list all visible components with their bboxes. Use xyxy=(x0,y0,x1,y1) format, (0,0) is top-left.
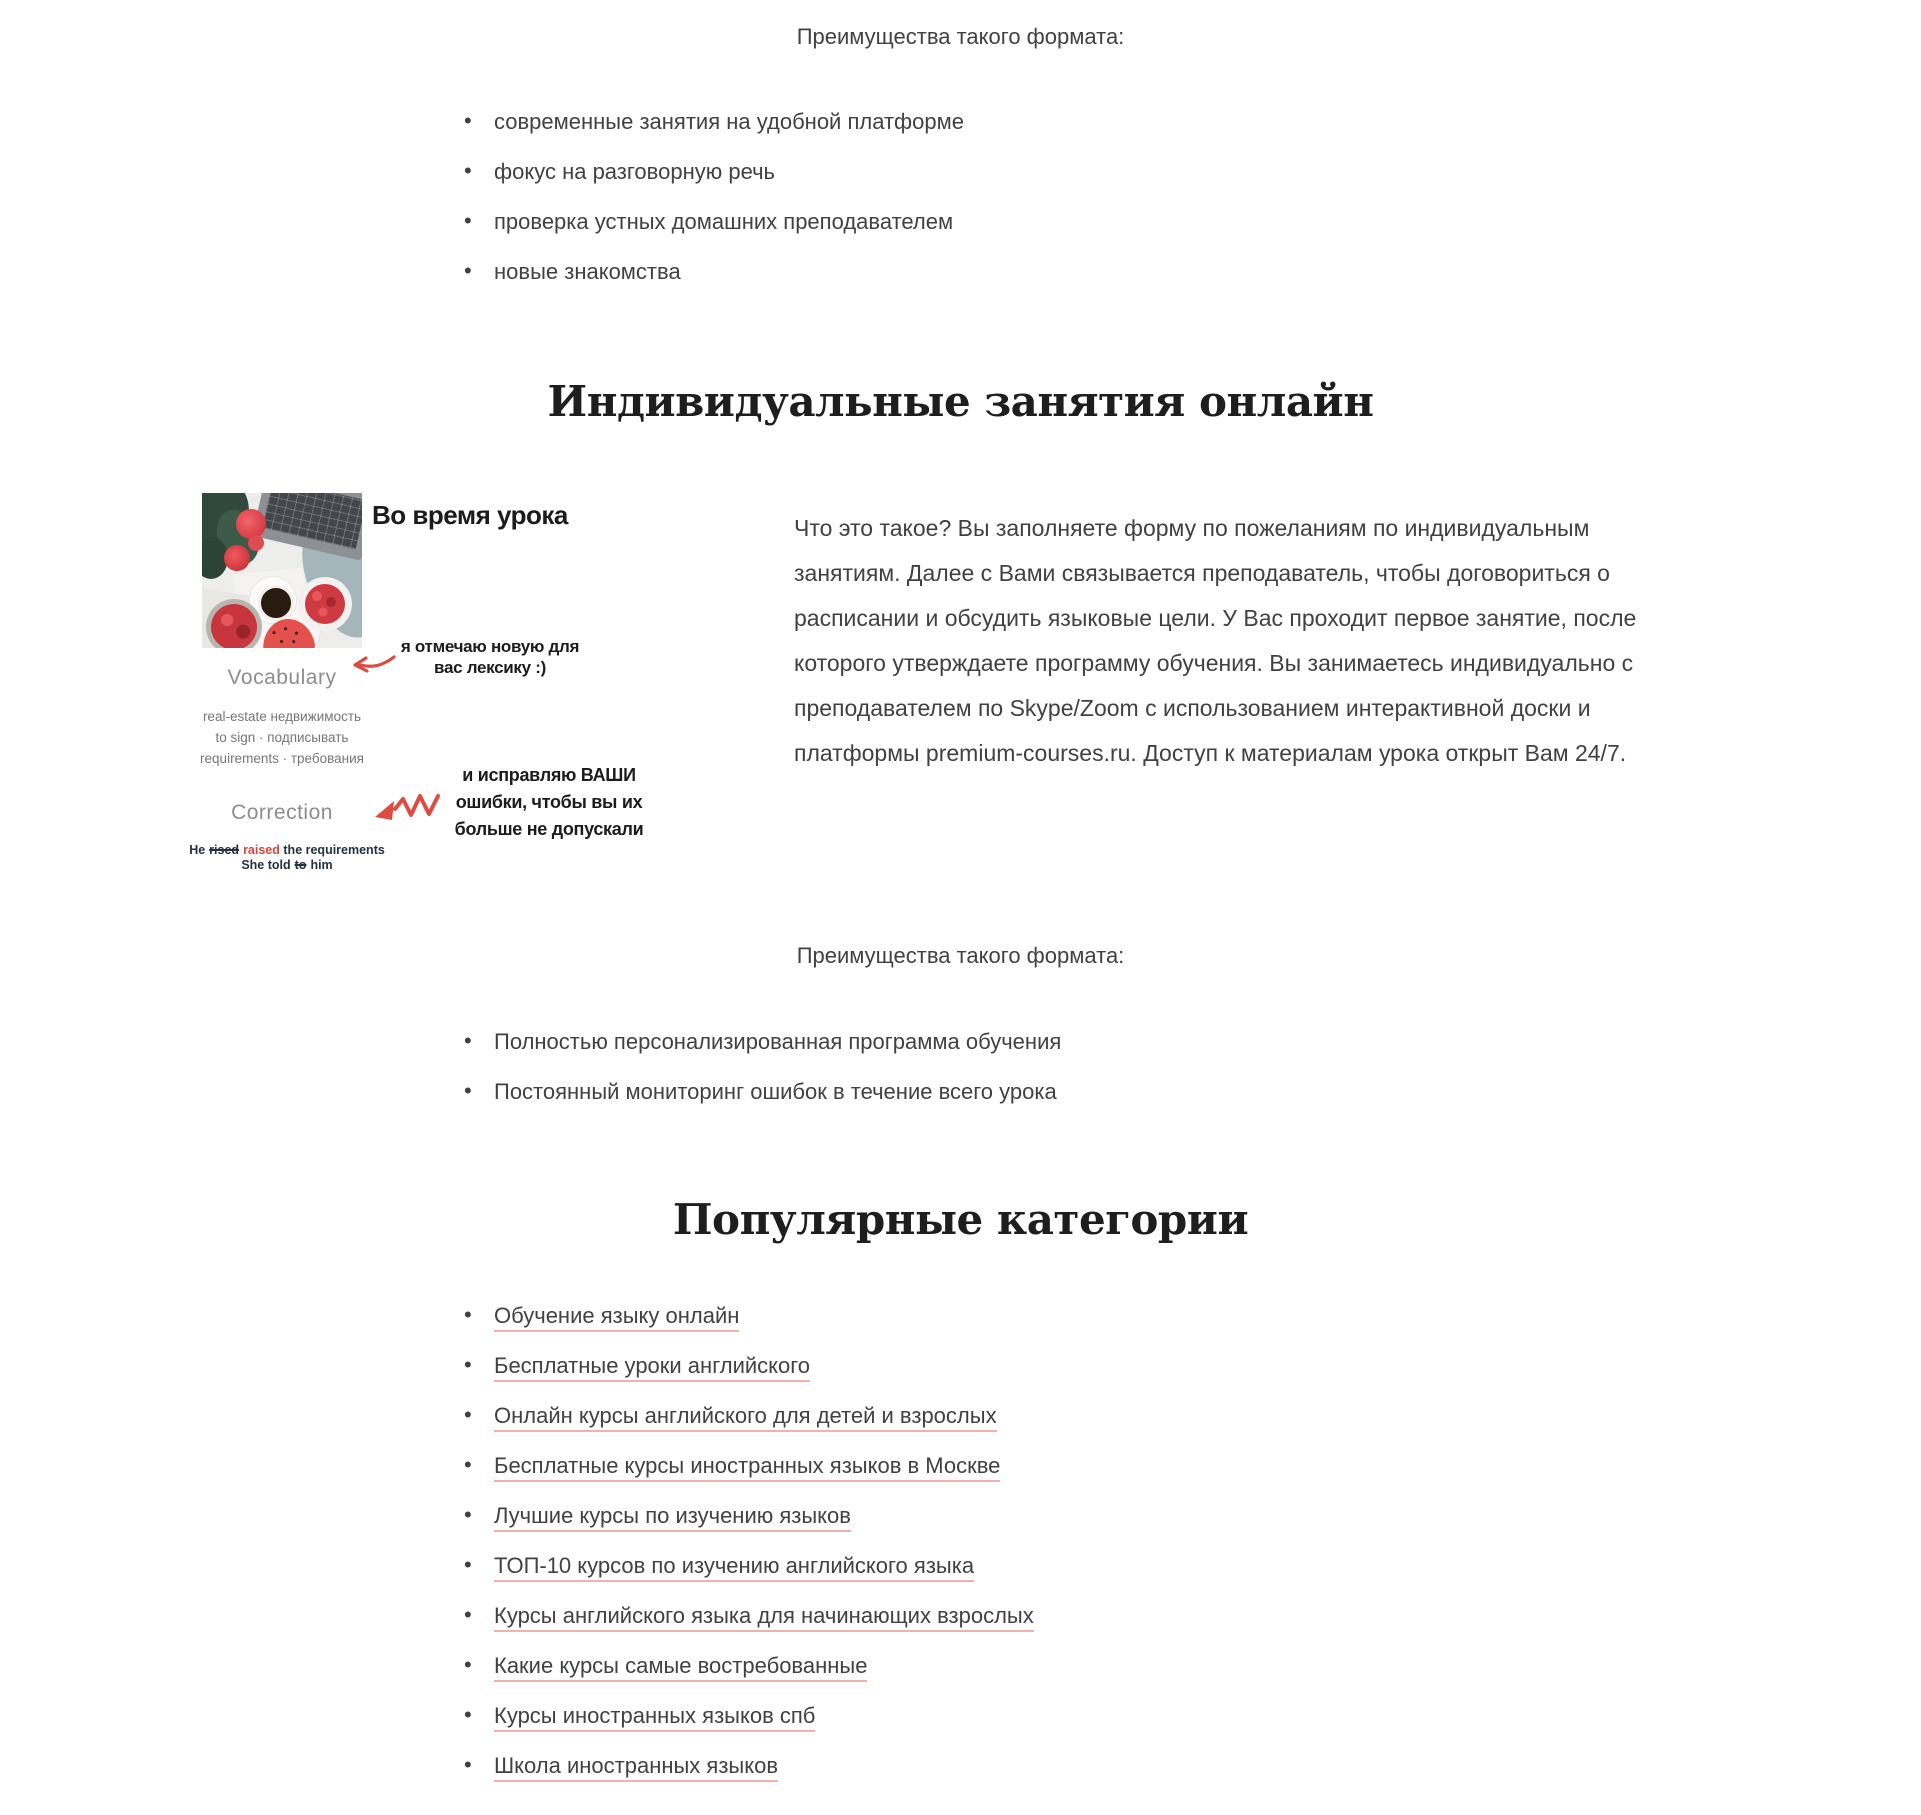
list-item xyxy=(463,258,964,286)
vocabulary-label: Vocabulary xyxy=(227,666,337,689)
category-links-list xyxy=(463,1302,1034,1802)
list-item-text: новые знакомства xyxy=(494,259,681,284)
list-item xyxy=(463,1552,1034,1580)
rose-shape xyxy=(224,545,250,571)
example-text: She told xyxy=(241,858,291,872)
list-item xyxy=(463,158,964,186)
figure-title: Во время урока xyxy=(372,500,568,530)
watermelon-seeds xyxy=(272,631,275,634)
corrected-word: raised xyxy=(243,843,280,857)
list-item-text: современные занятия на удобной платформе xyxy=(494,109,964,134)
list-item-text: Полностью персонализированная программа обучения xyxy=(494,1029,1062,1054)
correction-examples xyxy=(182,843,392,873)
vocab-item: real-estate недвижимость xyxy=(202,709,362,724)
rose-shape xyxy=(236,509,266,539)
struck-word: to xyxy=(294,858,307,872)
berries-shape xyxy=(305,584,345,624)
berries-bowl-shape xyxy=(206,599,262,648)
advantages-list-1 xyxy=(463,108,964,308)
correction-example xyxy=(182,843,392,858)
example-text: He xyxy=(189,843,206,857)
category-link[interactable]: Курсы иностранных языков спб xyxy=(494,1703,815,1732)
list-item xyxy=(463,1752,1034,1780)
category-link[interactable]: ТОП-10 курсов по изучению английского языка xyxy=(494,1553,974,1582)
vocab-item: requirements · требования xyxy=(200,751,364,766)
correction-example xyxy=(182,858,392,873)
list-item-text: проверка устных домашних преподавателем xyxy=(494,209,954,234)
example-text: the requirements xyxy=(283,843,385,857)
advantages-title-2: Преимущества такого формата: xyxy=(796,943,1125,968)
berries-shape xyxy=(211,604,257,648)
category-link[interactable]: Курсы английского языка для начинающих взрослых xyxy=(494,1603,1034,1632)
vocabulary-items xyxy=(192,706,372,769)
correction-label: Correction xyxy=(231,801,333,824)
advantages-title-1: Преимущества такого формата: xyxy=(796,24,1125,49)
list-item xyxy=(463,1352,1034,1380)
list-item xyxy=(463,1028,1061,1056)
category-link[interactable]: Какие курсы самые востребованные xyxy=(494,1653,867,1682)
coffee-cup-shape xyxy=(258,585,294,621)
section-heading-individual: Индивидуальные занятия онлайн xyxy=(547,377,1374,426)
vocab-note: я отмечаю новую для вас лексику :) xyxy=(400,637,580,677)
category-link[interactable]: Лучшие курсы по изучению языков xyxy=(494,1503,851,1532)
flatlay-photo xyxy=(202,493,362,648)
section-heading-categories: Популярные категории xyxy=(672,1195,1249,1244)
vocab-item: to sign · подписывать xyxy=(215,730,349,745)
berries-bowl-shape xyxy=(298,577,352,631)
advantages-list-2 xyxy=(463,1028,1061,1128)
list-item xyxy=(463,1402,1034,1430)
list-item xyxy=(463,108,964,136)
lesson-slide-figure xyxy=(189,490,670,890)
list-item xyxy=(463,1702,1034,1730)
example-text: him xyxy=(310,858,333,872)
keyboard-shape xyxy=(262,493,362,549)
category-link[interactable]: Бесплатные уроки английского xyxy=(494,1353,810,1382)
list-item xyxy=(463,1078,1061,1106)
list-item xyxy=(463,1652,1034,1680)
list-item-text: фокус на разговорную речь xyxy=(494,159,775,184)
individual-description: Что это такое? Вы заполняете форму по пожеланиям по индивидуальным занятиям. Далее с Вами связывается преподаватель, чтобы договориться о расписании и обсудить языковые цели. У Вас проходит первое занятие, после которого утверждаете программу обучения. Вы занимаетесь индивидуально с преподавателем по Skype/Zoom с использованием интерактивной доски и платформы premium-courses.ru. Доступ к материалам урока открыт Вам 24/7. xyxy=(794,515,1637,766)
correction-note: и исправляю ВАШИ ошибки, чтобы вы их больше не допускали xyxy=(454,765,644,839)
list-item xyxy=(463,1302,1034,1330)
struck-word: rised xyxy=(209,843,240,857)
category-link[interactable]: Бесплатные курсы иностранных языков в Москве xyxy=(494,1453,1000,1482)
list-item xyxy=(463,1602,1034,1630)
rose-shape xyxy=(248,535,264,551)
category-link[interactable]: Школа иностранных языков xyxy=(494,1753,778,1782)
category-link[interactable]: Онлайн курсы английского для детей и взрослых xyxy=(494,1403,997,1432)
category-link[interactable]: Обучение языку онлайн xyxy=(494,1303,739,1332)
list-item xyxy=(463,1452,1034,1480)
list-item-text: Постоянный мониторинг ошибок в течение всего урока xyxy=(494,1079,1057,1104)
list-item xyxy=(463,1502,1034,1530)
list-item xyxy=(463,208,964,236)
red-squiggle-arrow-icon xyxy=(368,786,442,830)
